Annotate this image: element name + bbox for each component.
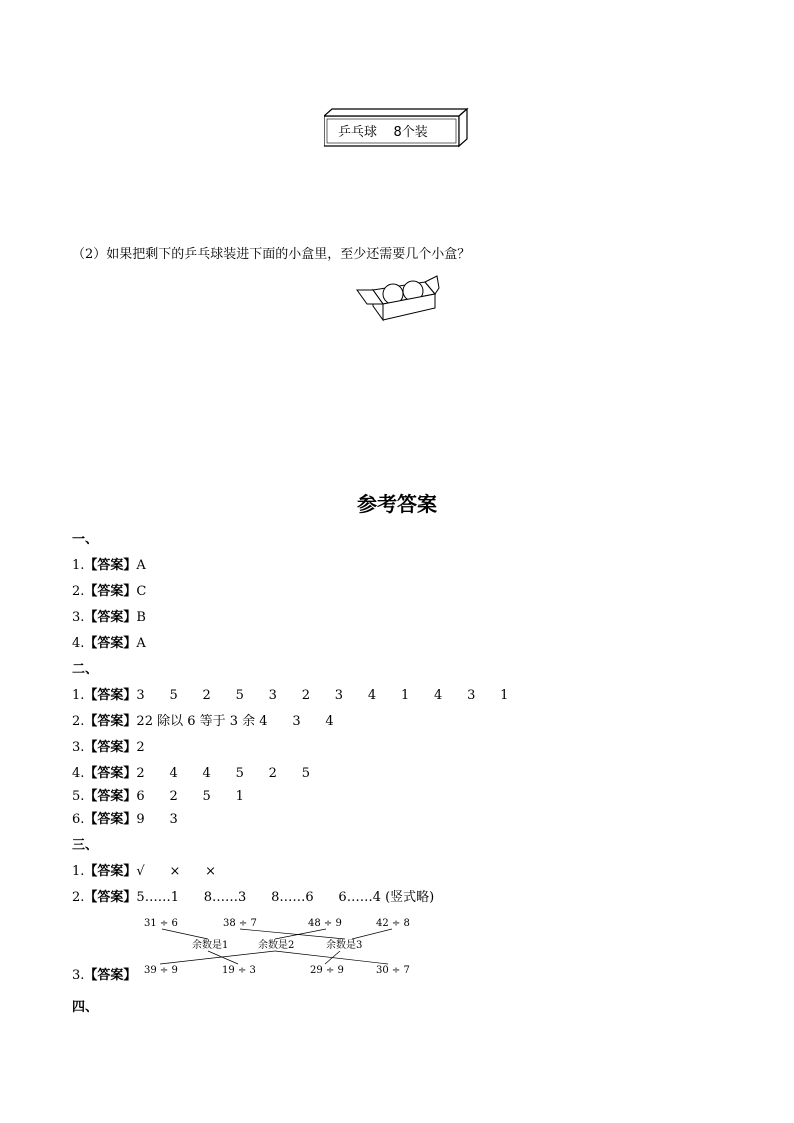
answer-line: 2.【答案】5……1 8……3 8……6 6……4 (竖式略) [72,890,435,905]
answer-line: 3.【答案】 [72,968,137,983]
answer-line: 1.【答案】√ × × [72,864,217,879]
answer-line: 2.【答案】22 除以 6 等于 3 余 4 3 4 [72,714,334,729]
question-2: （2）如果把剩下的乒乓球装进下面的小盒里，至少还需要几个小盒？ [72,247,471,262]
section-heading: 一、 [72,532,99,547]
small-box-icon [355,270,440,325]
match-bottom-item: 19 ÷ 3 [222,965,256,976]
answer-line: 3.【答案】2 [72,740,145,755]
section-heading: 四、 [72,1000,99,1015]
match-middle-item: 余数是3 [326,940,363,951]
section-heading: 三、 [72,838,99,853]
ping-pong-box-label: 乒乓球 8个装 [338,125,428,140]
match-top-item: 48 ÷ 9 [308,918,342,929]
match-top-item: 38 ÷ 7 [223,918,257,929]
answer-line: 1.【答案】3 5 2 5 3 2 3 4 1 4 3 1 [72,688,509,703]
match-middle-item: 余数是2 [258,940,295,951]
answer-line: 3.【答案】B [72,610,146,625]
match-bottom-item: 30 ÷ 7 [376,965,410,976]
match-bottom-item: 29 ÷ 9 [310,965,344,976]
match-middle-item: 余数是1 [192,940,229,951]
answer-line: 4.【答案】A [72,636,146,651]
answer-key-title: 参考答案 [357,492,437,516]
answer-line: 5.【答案】6 2 5 1 [72,789,244,804]
match-top-item: 42 ÷ 8 [376,918,410,929]
answer-line: 1.【答案】A [72,558,146,573]
match-top-item: 31 ÷ 6 [144,918,178,929]
answer-line: 6.【答案】9 3 [72,812,178,827]
answer-line: 2.【答案】C [72,584,147,599]
answer-line: 4.【答案】2 4 4 5 2 5 [72,766,311,781]
matching-diagram [130,912,430,982]
section-heading: 二、 [72,662,99,677]
match-bottom-item: 39 ÷ 9 [144,965,178,976]
